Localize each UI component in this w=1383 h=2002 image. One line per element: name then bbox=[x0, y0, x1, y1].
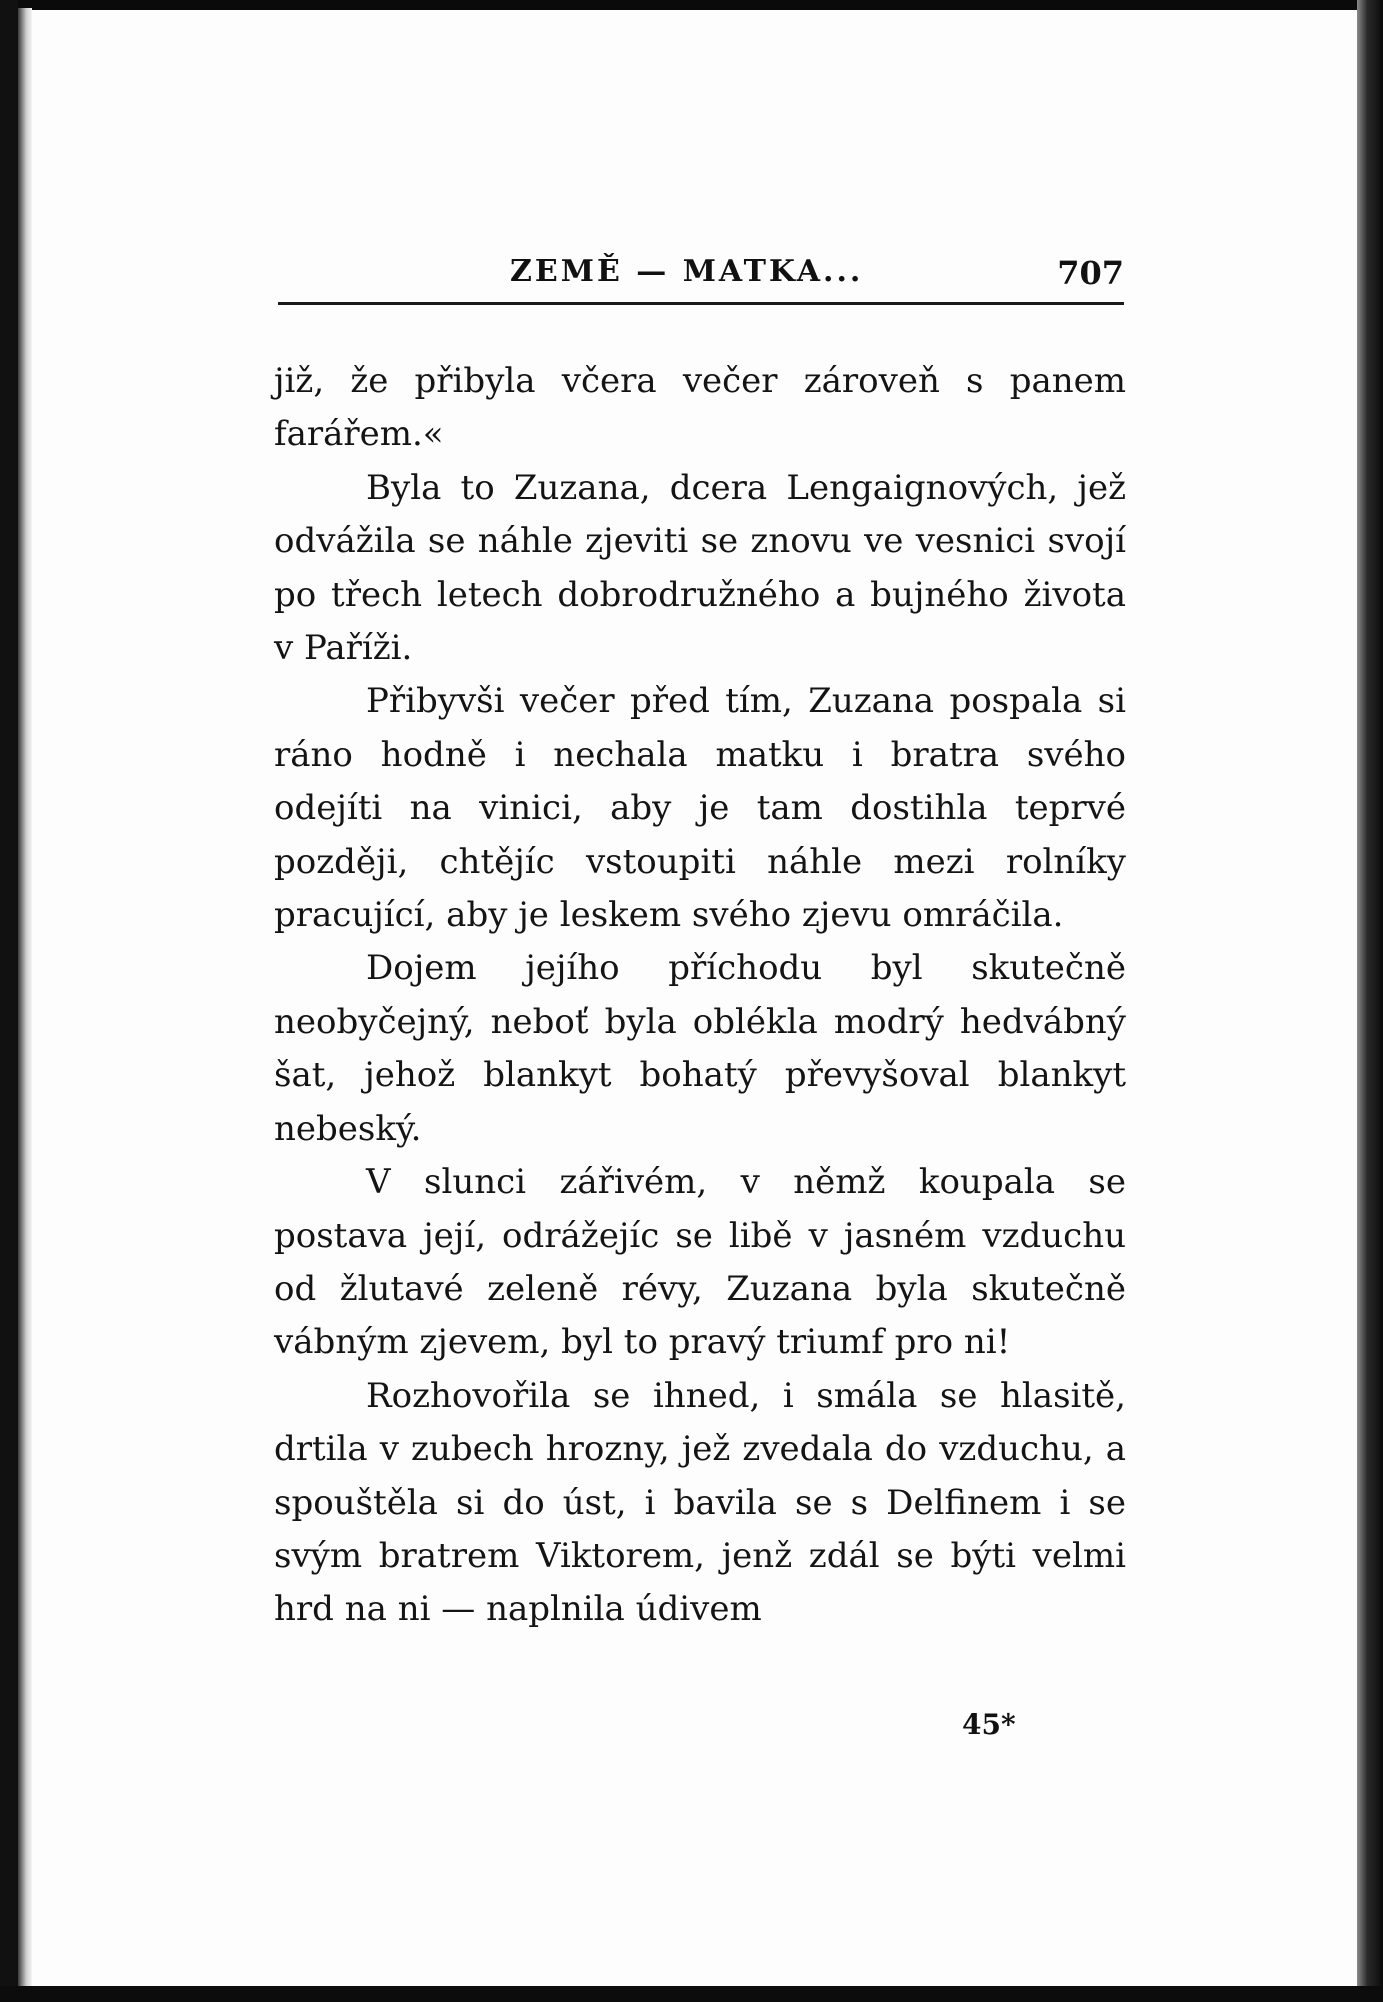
paragraph: již, že přibyla včera večer zároveň s panem farářem.« bbox=[274, 361, 1126, 455]
paragraph: Přibyvši večer před tím, Zuzana pospala si ráno hodně i nechala matku i bratra svého odejíti na vinici, aby je tam dostihla teprvé později, chtějíc vstoupiti náhle mezi rolníky pracující, aby je leskem svého zjevu omráčila. bbox=[274, 681, 1126, 936]
page-number: 707 bbox=[1057, 254, 1124, 292]
paragraph: Rozhovořila se ihned, i smála se hlasitě, drtila v zubech hrozny, jež zvedala do vzduchu, a spouštěla si do úst, i bavila se s Delfinem i se svým bratrem Viktorem, jenž zdál se býti velmi hrd na ni — naplnila údivem bbox=[274, 1375, 1126, 1630]
page-binding-edge bbox=[18, 8, 32, 1988]
scan-border-top bbox=[0, 0, 1383, 10]
printer-signature-mark: 45* bbox=[962, 1708, 1016, 1741]
paragraph: Dojem jejího příchodu byl skutečně neobyčejný, neboť byla oblékla modrý hedvábný šat, jehož blankyt bohatý převyšoval blankyt nebeský. bbox=[274, 948, 1126, 1149]
scan-border-bottom bbox=[0, 1986, 1383, 2002]
paragraph: V slunci zářivém, v němž koupala se postava její, odrážejíc se libě v jasném vzduchu od žlutavé zeleně révy, Zuzana byla skutečně vábným zjevem, byl to pravý triumf pro ni! bbox=[274, 1162, 1126, 1363]
scan-border-left bbox=[0, 0, 18, 2002]
scan-border-right bbox=[1357, 0, 1383, 2002]
running-title: ZEMĚ — MATKA... bbox=[510, 254, 864, 289]
page-header bbox=[278, 248, 1124, 306]
header-rule bbox=[278, 302, 1124, 305]
paragraph: Byla to Zuzana, dcera Lengaignových, jež odvážila se náhle zjeviti se znovu ve vesnici svojí po třech letech dobrodružného a bujného života v Paříži. bbox=[274, 467, 1126, 669]
body-text bbox=[274, 355, 1126, 1637]
